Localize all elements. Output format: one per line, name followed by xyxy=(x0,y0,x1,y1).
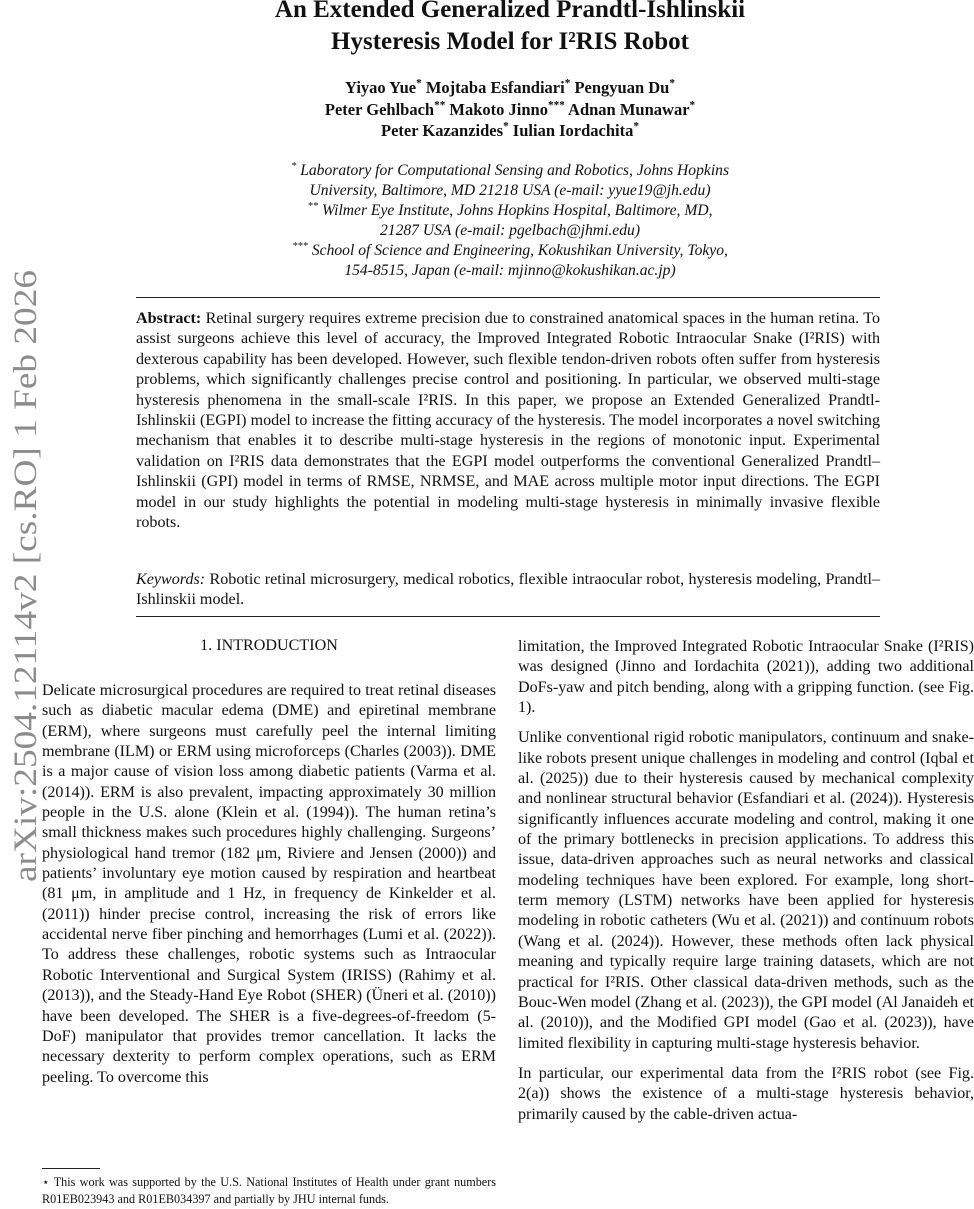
author-name: Iulian Iordachita xyxy=(512,121,634,140)
abstract-text: Retinal surgery requires extreme precision due to constrained anatomical spaces in the human retina. To assist surgeons achieve this level of accuracy, the Improved Integrated Robotic Intraocular Snake (I²RIS) with dexterous capability has been developed. However, such flexible tendon-driven robots often suffer from hysteresis problems, which significantly challenges precise control and positioning. In particular, we observed multi-stage hysteresis phenomena in the small-scale I²RIS. In this paper, we propose an Extended Generalized Prandtl-Ishlinskii (EGPI) model to increase the fitting accuracy of the hysteresis. The model incorporates a novel switching mechanism that enables it to describe multi-stage hysteresis in the regions of monotonic input. Experimental validation on I²RIS data demonstrates that the EGPI model outperforms the conventional Generalized Prandtl–Ishlinskii (GPI) model in terms of RMSE, NRMSE, and MAE across multiple motor input directions. The EGPI model in our study highlights the potential in modeling multi-stage hysteresis in minimally invasive flexible robots. xyxy=(136,310,880,532)
abstract xyxy=(136,309,880,533)
author-name: Mojtaba Esfandiari xyxy=(425,78,565,97)
author-mark: * xyxy=(416,77,422,90)
abstract-top-rule xyxy=(136,297,880,298)
affiliation-mark: * xyxy=(290,160,297,172)
body-paragraph: In particular, our experimental data from the I²RIS robot (see Fig. 2(a)) shows the existence of a multi-stage hysteresis behavior, primarily caused by the cable-driven actua- xyxy=(518,1064,974,1123)
affiliation-line: University, Baltimore, MD 21218 USA (e-mail: yyue19@jh.edu) xyxy=(309,182,711,199)
left-column xyxy=(42,681,496,1088)
paper-title xyxy=(140,0,880,58)
affiliation-mark: ** xyxy=(307,200,319,212)
author-list xyxy=(140,77,880,142)
affiliation-line: *** School of Science and Engineering, Kokushikan University, Tokyo, xyxy=(292,240,728,259)
footnote-rule xyxy=(42,1168,100,1169)
affiliation-line: 154-8515, Japan (e-mail: mjinno@kokushikan.ac.jp) xyxy=(344,262,676,279)
author-mark: * xyxy=(669,77,675,90)
body-paragraph: Delicate microsurgical procedures are required to treat retinal diseases such as diabetic macular edema (DME) and epiretinal membrane (ERM), where surgeons must carefully peel the internal limiting membrane (ILM) or ERM using microforceps (Charles (2003)). DME is a major cause of vision loss among diabetic patients (Varma et al. (2014)). ERM is also prevalent, impacting approximately 30 million people in the U.S. alone (Klein et al. (1994)). The human retina’s small thickness makes such procedures highly challenging. Surgeons’ physiological hand tremor (182 μm, Riviere and Jensen (2000)) and patients’ involuntary eye motion caused by respiration and heartbeat (81 μm, in amplitude and 1 Hz, in frequency de Kinkelder et al. (2011)) hinder precise control, increasing the risk of errors like accidental nerve fiber pinching and hemorrhages (Lumi et al. (2022)). To address these challenges, robotic systems such as Intraocular Robotic Interventional and Surgical System (IRISS) (Rahimy et al. (2013)), and the Steady-Hand Eye Robot (SHER) (Üneri et al. (2010)) have been developed. The SHER is a five-degrees-of-freedom (5-DoF) manipulator that provides tremor cancellation. It lacks the necessary dexterity to perform complex operations, such as ERM peeling. To overcome this xyxy=(42,682,496,1086)
affiliation-line: ** Wilmer Eye Institute, Johns Hopkins Hospital, Baltimore, MD, xyxy=(307,200,713,219)
affiliation-line: 21287 USA (e-mail: pgelbach@jhmi.edu) xyxy=(379,222,641,239)
author-name: Yiyao Yue xyxy=(345,78,417,97)
keywords-text: Robotic retinal microsurgery, medical robotics, flexible intraocular robot, hysteresis modeling, Prandtl–Ishlinskii model. xyxy=(136,571,881,609)
affiliation-line: * Laboratory for Computational Sensing and Robotics, Johns Hopkins xyxy=(290,160,730,179)
abstract-label: Abstract: xyxy=(136,310,202,327)
author-mark: * xyxy=(503,120,509,133)
footnote-mark: ⋆ xyxy=(42,1175,50,1189)
author-name: Peter Gehlbach xyxy=(324,99,435,119)
paper-title-line-1: An Extended Generalized Prandtl-Ishlinskii xyxy=(274,0,746,23)
section-heading: 1. INTRODUCTION xyxy=(200,637,338,654)
affiliation-mark: *** xyxy=(292,240,308,252)
affiliations xyxy=(200,161,820,281)
footnote xyxy=(42,1174,496,1209)
author-name: Makoto Jinno xyxy=(449,99,548,119)
body-paragraph: limitation, the Improved Integrated Robotic Intraocular Snake (I²RIS) was designed (Jinno and Iordachita (2021)), adding two additional DoFs-yaw and pitch bending, along with a gripping function. (see Fig. 1). xyxy=(518,638,974,717)
body-paragraph: Unlike conventional rigid robotic manipulators, continuum and snake-like robots present unique challenges in modeling and control (Iqbal et al. (2025)) due to their hysteresis caused by mechanical complexity and nonlinear structural behavior (Esfandiari et al. (2024)). Hysteresis significantly influences accurate modeling and control, making it one of the primary bottlenecks in precision applications. To address this issue, data-driven approaches such as neural networks and classical modeling techniques have been explored. For example, long short-term memory (LSTM) networks have been applied for hysteresis modeling in robotic catheters (Wu et al. (2021)) and continuum robots (Wang et al. (2024)). However, these methods often lack physical meaning and typically require large training datasets, which are not practical for I²RIS. Other classical data-driven methods, such as the Bouc-Wen model (Zhang et al. (2023)), the GPI model (Al Janaideh et al. (2010)), and the Modified GPI model (Gao et al. (2023)), have limited flexibility in capturing multi-stage hysteresis behavior. xyxy=(518,729,974,1052)
author-name: Adnan Munawar xyxy=(568,99,690,119)
keywords xyxy=(136,570,880,611)
author-mark: * xyxy=(633,120,639,133)
arxiv-identifier-text: arXiv:2504.12114v2 [cs.RO] 1 Feb 2026 xyxy=(8,340,44,882)
author-name: Peter Kazanzides xyxy=(381,121,504,140)
arxiv-identifier-stamp xyxy=(4,262,44,882)
author-mark: ** xyxy=(434,99,446,111)
author-mark: * xyxy=(564,77,571,90)
footnote-text: This work was supported by the U.S. National Institutes of Health under grant numbers R01EB023943 and R01EB034397 and partially by JHU internal funds. xyxy=(42,1175,496,1207)
keywords-label: Keywords: xyxy=(136,571,206,588)
paper-title-line-2: Hysteresis Model for I²RIS Robot xyxy=(331,28,689,55)
author-name: Pengyuan Du xyxy=(574,78,670,97)
author-mark: *** xyxy=(547,99,565,111)
abstract-bottom-rule xyxy=(136,616,880,617)
author-mark: * xyxy=(689,99,696,111)
right-column xyxy=(518,637,974,1125)
